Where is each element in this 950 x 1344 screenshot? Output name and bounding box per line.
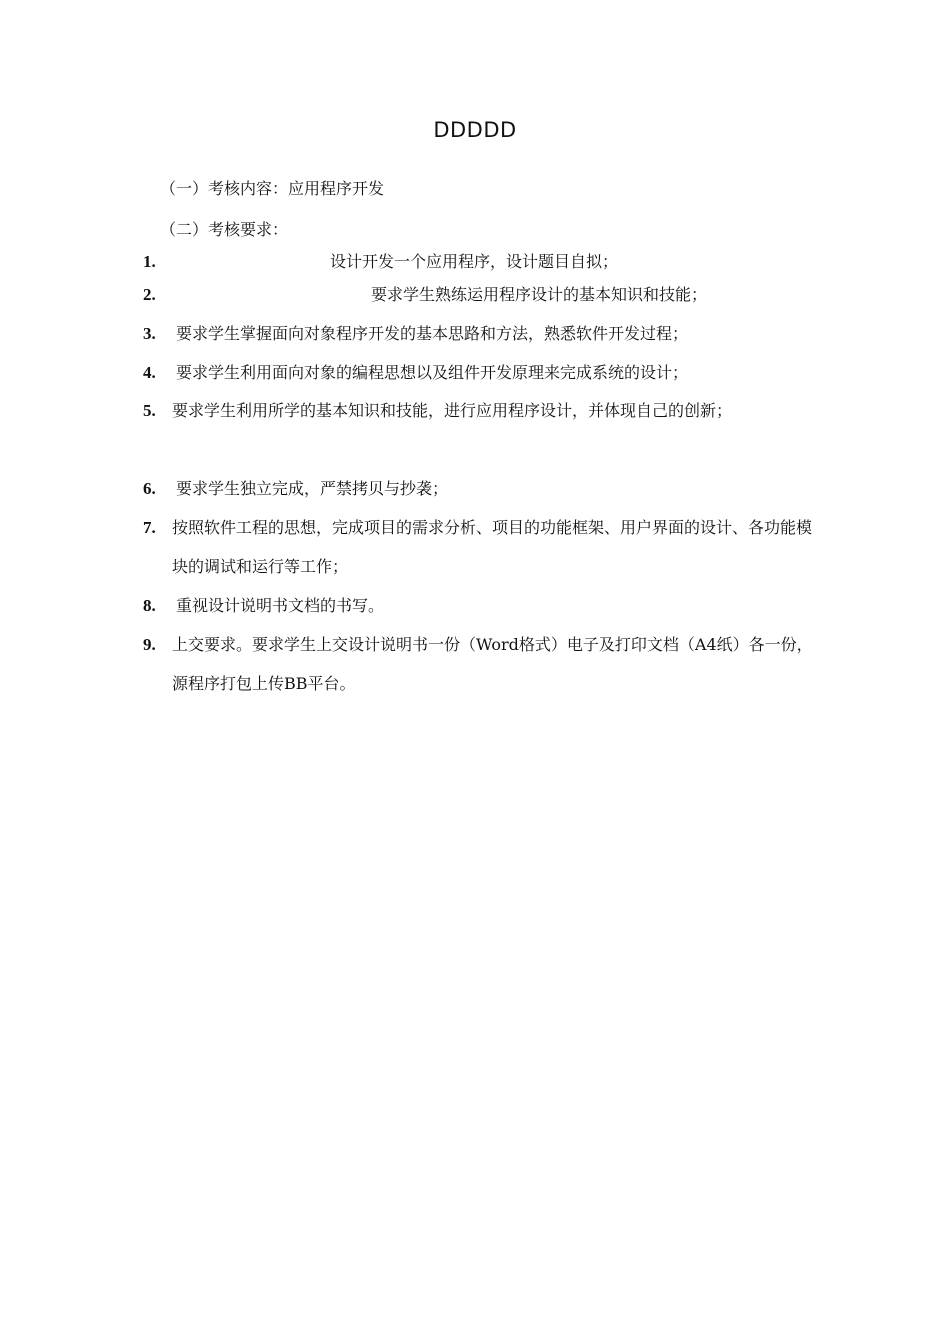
item-number: 8. bbox=[143, 596, 156, 615]
item-text: 要求学生熟练运用程序设计的基本知识和技能； bbox=[371, 285, 708, 304]
item-text: 要求学生独立完成，严禁拷贝与抄袭； bbox=[176, 479, 449, 498]
item-number: 2. bbox=[143, 285, 156, 304]
item-number: 6. bbox=[143, 479, 156, 498]
item-number: 9. bbox=[143, 635, 156, 654]
requirement-item-9 bbox=[143, 625, 813, 703]
item-text: 要求学生利用所学的基本知识和技能，进行应用程序设计，并体现自己的创新； bbox=[172, 401, 733, 420]
requirement-item-5 bbox=[143, 391, 813, 430]
requirement-item-7 bbox=[143, 508, 813, 586]
item-number: 7. bbox=[143, 518, 156, 537]
requirement-item-2 bbox=[143, 275, 813, 314]
item-text: 按照软件工程的思想，完成项目的需求分析、项目的功能框架、用户界面的设计、各功能模块的调试和运行等工作； bbox=[172, 518, 813, 576]
requirement-item-3 bbox=[143, 314, 813, 353]
item-text: 重视设计说明书文档的书写。 bbox=[176, 596, 385, 615]
item-number: 5. bbox=[143, 401, 156, 420]
item-text: 上交要求。要求学生上交设计说明书一份（Word格式）电子及打印文档（A4纸）各一份，源程序打包上传BB平台。 bbox=[172, 635, 813, 693]
item-text: 要求学生利用面向对象的编程思想以及组件开发原理来完成系统的设计； bbox=[176, 363, 689, 382]
requirement-item-6 bbox=[143, 469, 813, 508]
item-text: 要求学生掌握面向对象程序开发的基本思路和方法，熟悉软件开发过程； bbox=[176, 324, 689, 343]
item-number: 4. bbox=[143, 363, 156, 382]
section-requirements-heading: （二）考核要求： bbox=[160, 220, 289, 239]
section-content-heading: （一）考核内容：应用程序开发 bbox=[160, 179, 385, 198]
item-number: 1. bbox=[143, 252, 156, 271]
item-text: 设计开发一个应用程序，设计题目自拟； bbox=[330, 252, 619, 271]
document-title: DDDDD bbox=[433, 118, 517, 142]
item-number: 3. bbox=[143, 324, 156, 343]
requirement-item-8 bbox=[143, 586, 813, 625]
requirement-item-4 bbox=[143, 353, 813, 392]
